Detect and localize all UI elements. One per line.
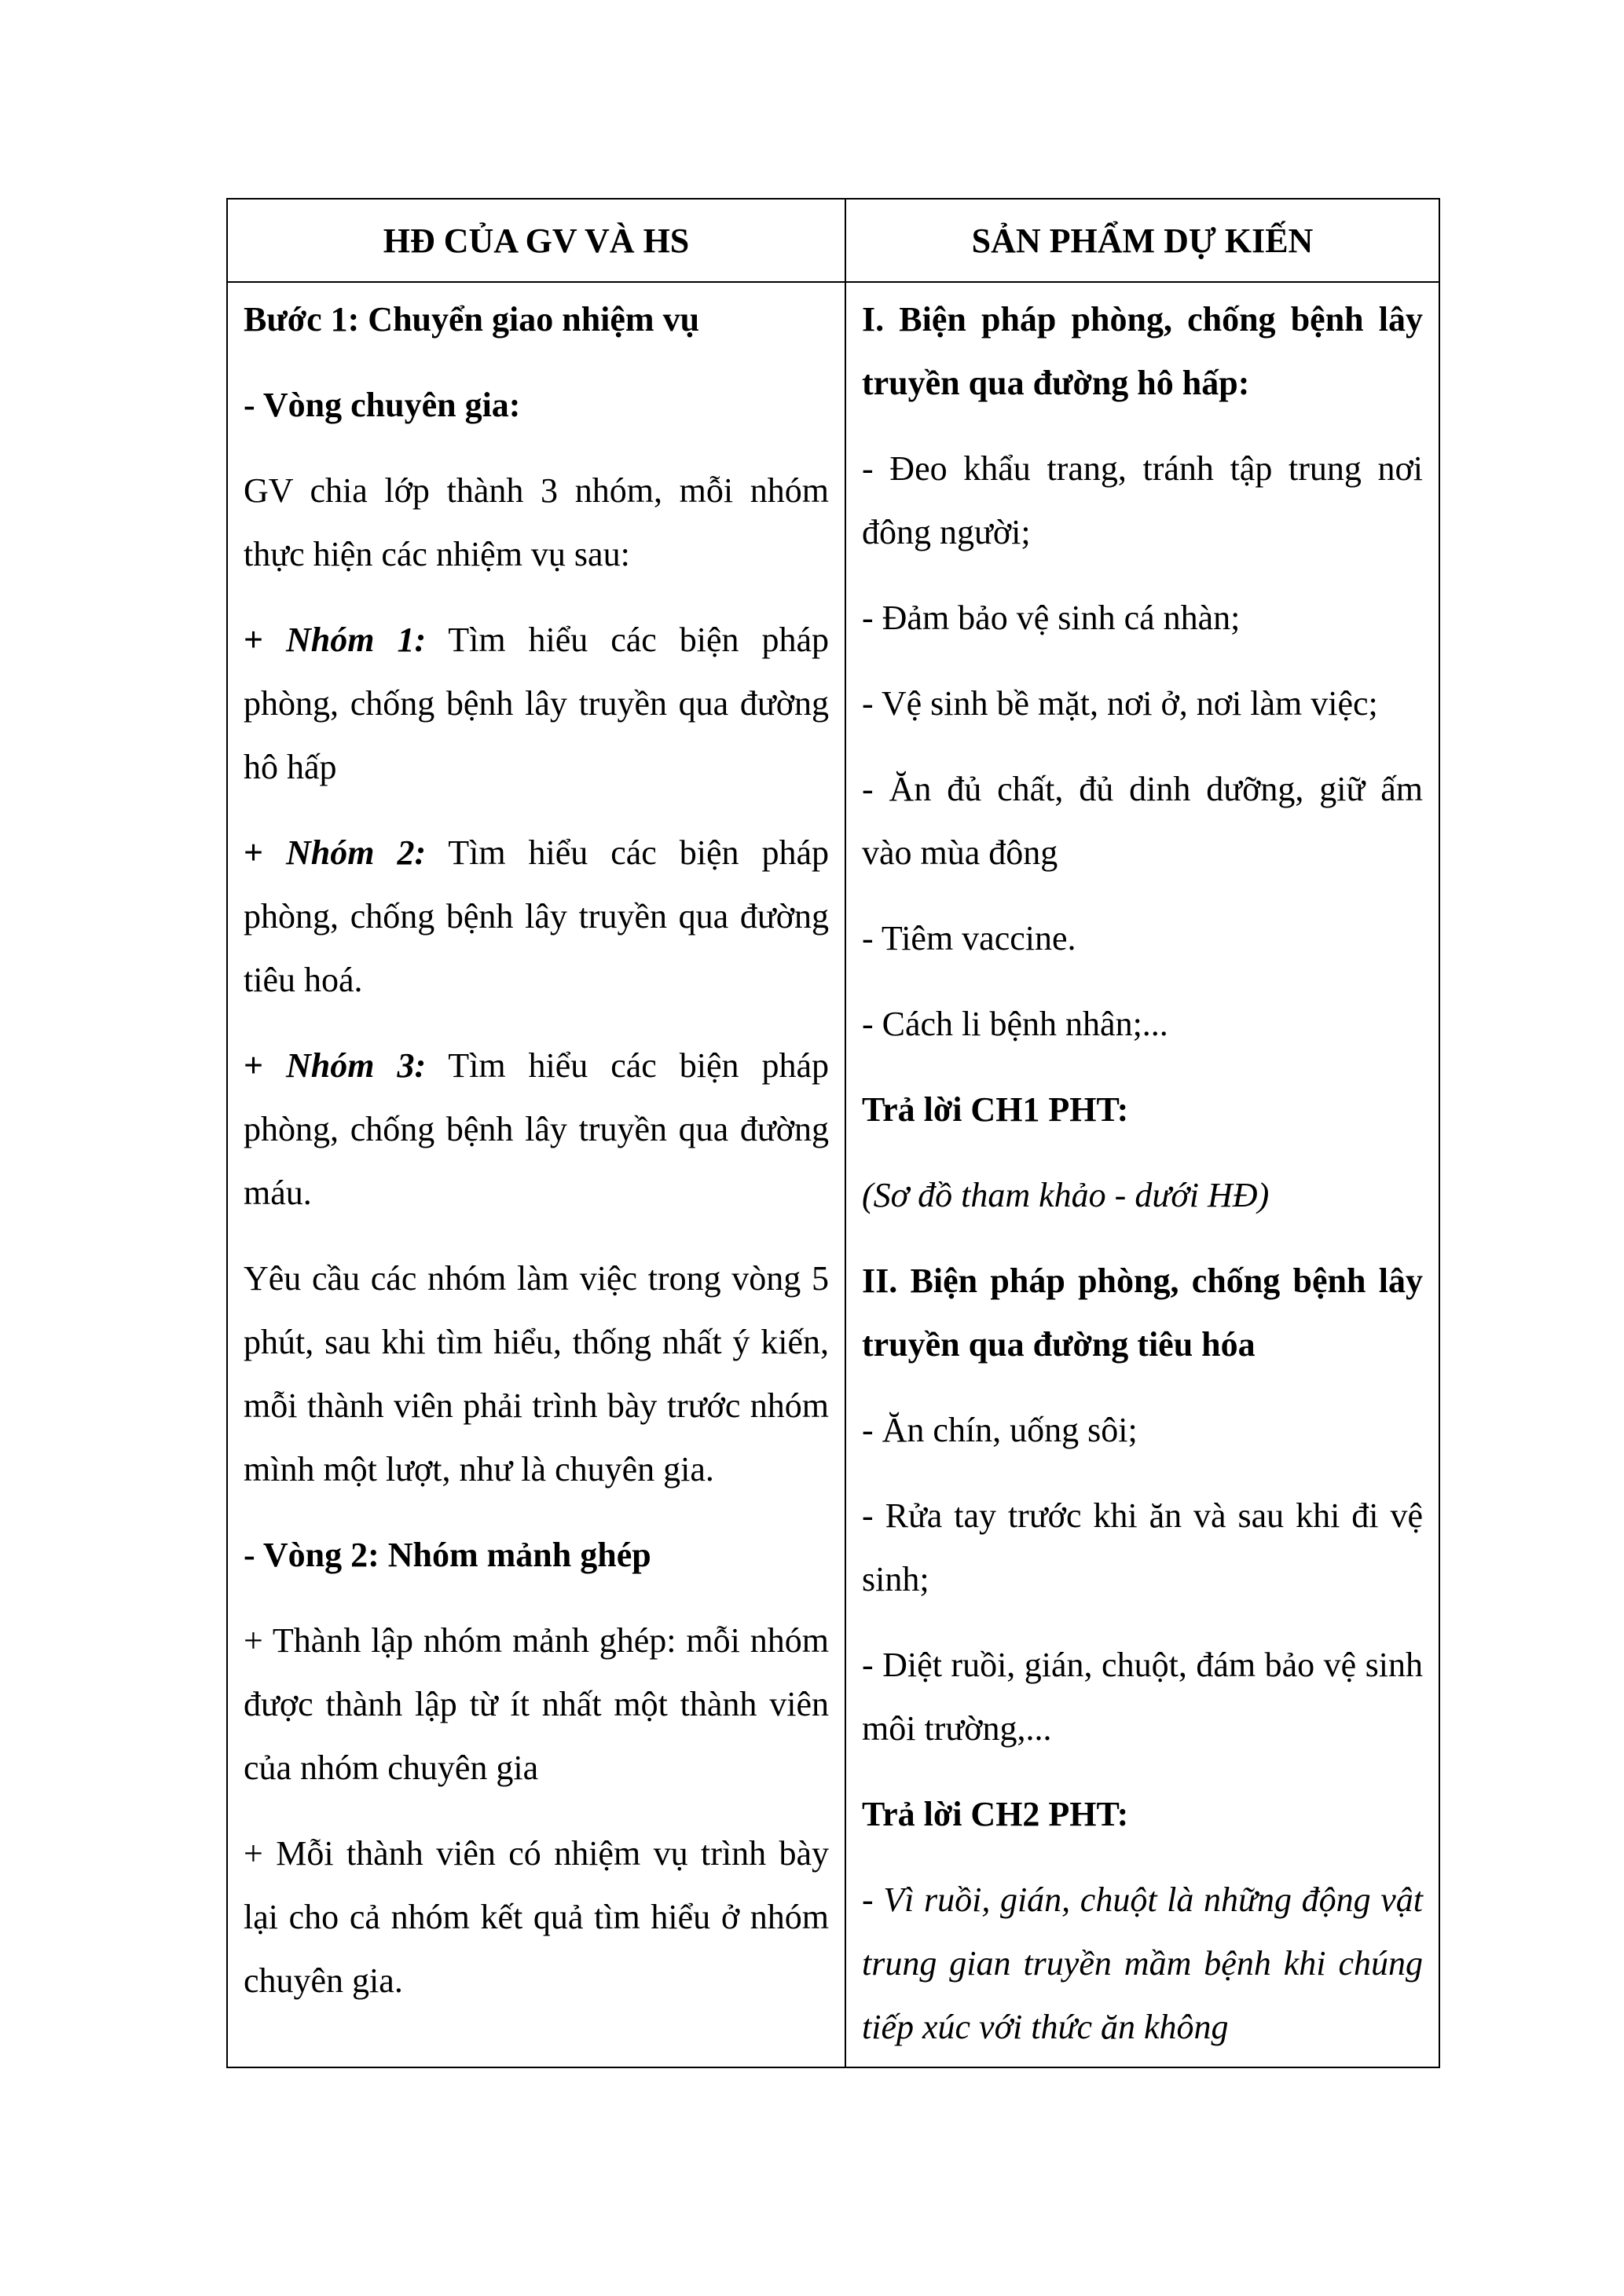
lesson-table xyxy=(226,198,1440,2068)
header-expected-products: SẢN PHẨM DỰ KIẾN xyxy=(845,199,1439,282)
step-1-heading: Bước 1: Chuyển giao nhiệm vụ xyxy=(244,300,700,339)
group-text: Tìm hiểu các biện pháp phòng, chống bệnh lây truyền qua đường hô hấp xyxy=(244,621,830,786)
group-text: Tìm hiểu các biện pháp phòng, chống bệnh lây truyền qua đường tiêu hoá. xyxy=(244,833,830,999)
activities-cell xyxy=(227,282,845,2067)
products-cell xyxy=(845,282,1439,2067)
group-label: Nhóm 1: xyxy=(286,621,427,659)
group-text: Tìm hiểu các biện pháp phòng, chống bệnh lây truyền qua đường máu. xyxy=(244,1046,830,1212)
list-item: - Diệt ruồi, gián, chuột, đám bảo vệ sinh môi trường,... xyxy=(862,1646,1423,1748)
answer-2-heading: Trả lời CH2 PHT: xyxy=(862,1795,1129,1833)
group-3-task xyxy=(244,1034,829,1225)
answer-2-text: - Vì ruồi, gián, chuột là những động vật trung gian truyền mầm bệnh khi chúng tiếp xúc với thức ăn không xyxy=(862,1880,1423,2046)
table-row xyxy=(227,282,1439,2067)
table-header-row xyxy=(227,199,1439,282)
bullet: + xyxy=(244,621,287,659)
group-label: Nhóm 2: xyxy=(286,833,427,872)
group-label: Nhóm 3: xyxy=(286,1046,427,1085)
bullet: + xyxy=(244,833,287,872)
request-text: Yêu cầu các nhóm làm việc trong vòng 5 phút, sau khi tìm hiểu, thống nhất ý kiến, mỗi thành viên phải trình bày trước nhóm mình một lượt, như là chuyên gia. xyxy=(244,1259,829,1489)
list-item: - Đảm bảo vệ sinh cá nhàn; xyxy=(862,599,1241,637)
intro-text: GV chia lớp thành 3 nhóm, mỗi nhóm thực hiện các nhiệm vụ sau: xyxy=(244,471,829,573)
list-item: - Ăn chín, uống sôi; xyxy=(862,1411,1138,1449)
round-1-heading: - Vòng chuyên gia: xyxy=(244,386,521,424)
group-2-task xyxy=(244,821,829,1012)
list-item: - Cách li bệnh nhân;... xyxy=(862,1005,1168,1043)
list-item: - Vệ sinh bề mặt, nơi ở, nơi làm việc; xyxy=(862,684,1378,723)
group-1-task xyxy=(244,608,829,799)
list-item: - Đeo khẩu trang, tránh tập trung nơi đông người; xyxy=(862,449,1423,551)
list-item: - Ăn đủ chất, đủ dinh dưỡng, giữ ấm vào mùa đông xyxy=(862,770,1423,872)
round-2-step-a: + Thành lập nhóm mảnh ghép: mỗi nhóm được thành lập từ ít nhất một thành viên của nhóm chuyên gia xyxy=(244,1621,829,1787)
answer-1-heading: Trả lời CH1 PHT: xyxy=(862,1090,1129,1129)
round-2-heading: - Vòng 2: Nhóm mảnh ghép xyxy=(244,1536,651,1574)
bullet: + xyxy=(244,1046,287,1085)
header-activities: HĐ CỦA GV VÀ HS xyxy=(227,199,845,282)
round-2-step-b: + Mỗi thành viên có nhiệm vụ trình bày lại cho cả nhóm kết quả tìm hiểu ở nhóm chuyên gia. xyxy=(244,1834,829,2000)
list-item: - Tiêm vaccine. xyxy=(862,919,1076,958)
section-2-heading: II. Biện pháp phòng, chống bệnh lây truyền qua đường tiêu hóa xyxy=(862,1262,1423,1364)
list-item: - Rửa tay trước khi ăn và sau khi đi vệ sinh; xyxy=(862,1496,1423,1598)
section-1-heading: I. Biện pháp phòng, chống bệnh lây truyền qua đường hô hấp: xyxy=(862,300,1423,402)
answer-1-note: (Sơ đồ tham khảo - dưới HĐ) xyxy=(862,1176,1270,1214)
